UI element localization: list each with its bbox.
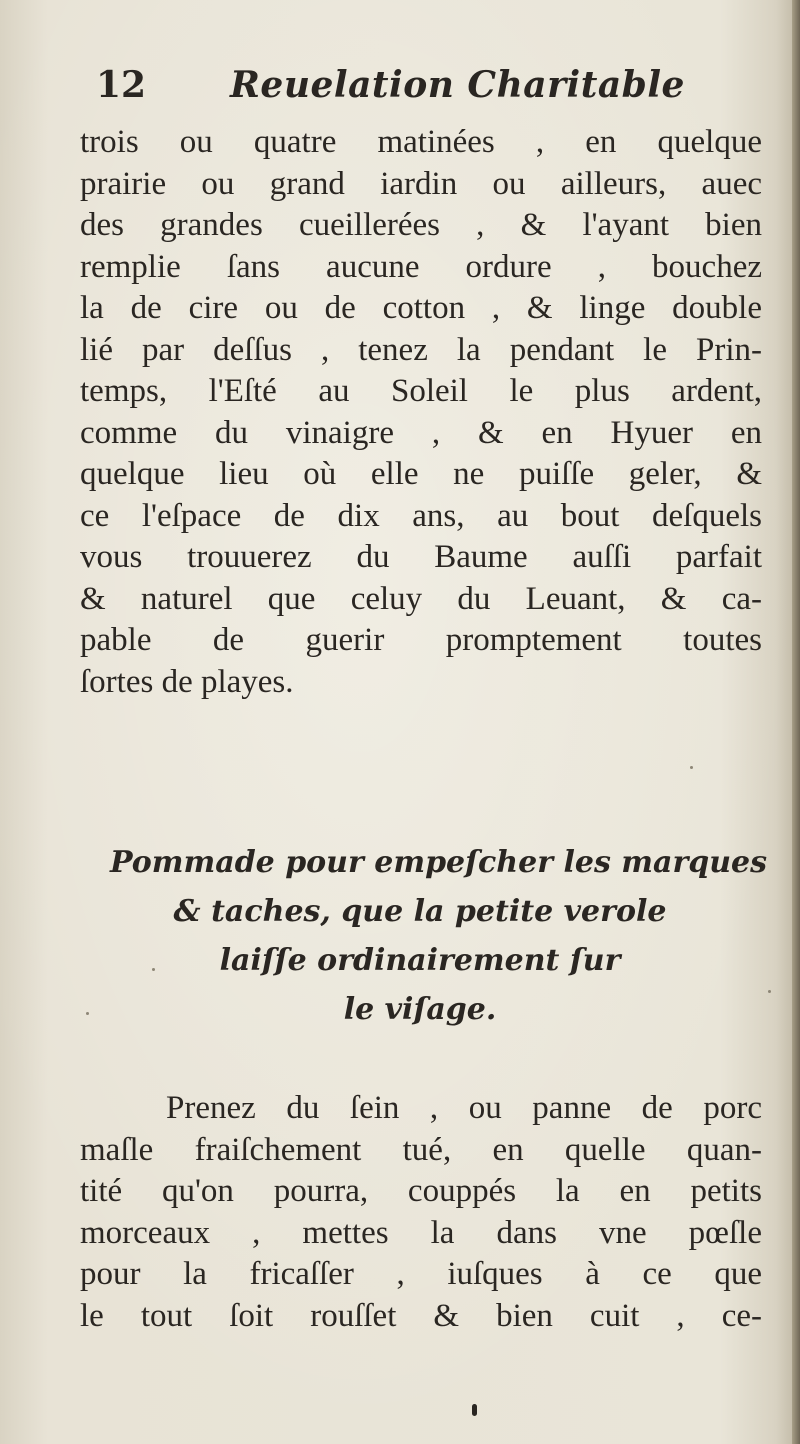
text-line: morceaux , mettes la dans vne pœſle (80, 1214, 762, 1251)
text-line: lié par deſſus , tenez la pendant le Prin- (80, 331, 762, 368)
text-line: trois ou quatre matinées , en quelque (80, 124, 762, 160)
heading-line: Pommade pour empeſcher les marques (110, 845, 768, 880)
heading-line: laiſſe ordinairement ſur (219, 943, 621, 978)
page-spine-edge (792, 0, 800, 1444)
text-line: prairie ou grand iardin ou ailleurs, auec (80, 165, 762, 202)
text-line: temps, l'Eſté au Soleil le plus ardent, (80, 373, 762, 409)
text-line: ſortes de playes. (80, 663, 294, 700)
paper-speck (152, 968, 155, 971)
text-line: tité qu'on pourra, couppés la en petits (80, 1173, 762, 1209)
text-line: remplie ſans aucune ordure , bouchez (80, 248, 762, 285)
paragraph-balm (80, 122, 762, 703)
paper-speck (690, 766, 693, 769)
page-header (96, 64, 696, 112)
heading-line: & taches, que la petite verole (173, 894, 667, 929)
paper-speck (86, 1012, 89, 1015)
heading-line: le viſage. (343, 992, 497, 1027)
text-line: maſle fraiſchement tué, en quelle quan- (80, 1131, 762, 1168)
recipe-heading (110, 838, 768, 1034)
text-line: ce l'eſpace de dix ans, au bout deſquels (80, 497, 762, 534)
text-line: pour la fricaſſer , iuſques à ce que (80, 1256, 762, 1292)
paragraph-pommade (80, 1088, 762, 1337)
text-line: comme du vinaigre , & en Hyuer en (80, 414, 762, 451)
running-title: Reuelation Charitable (230, 64, 685, 106)
text-line: vous trouuerez du Baume auſſi parfait (80, 539, 762, 575)
text-line: la de cire ou de cotton , & linge double (80, 290, 762, 326)
text-line: & naturel que celuy du Leuant, & ca- (80, 580, 762, 617)
text-line: Prenez du ſein , ou panne de porc (166, 1090, 762, 1126)
text-line: pable de guerir promptement toutes (80, 622, 762, 658)
text-line: le tout ſoit rouſſet & bien cuit , ce- (80, 1297, 762, 1334)
text-line: des grandes cueillerées , & l'ayant bien (80, 207, 762, 243)
text-line: quelque lieu où elle ne puiſſe geler, & (80, 456, 762, 492)
paper-speck (768, 990, 771, 993)
page-number: 12 (96, 64, 147, 106)
signature-mark (472, 1404, 477, 1416)
